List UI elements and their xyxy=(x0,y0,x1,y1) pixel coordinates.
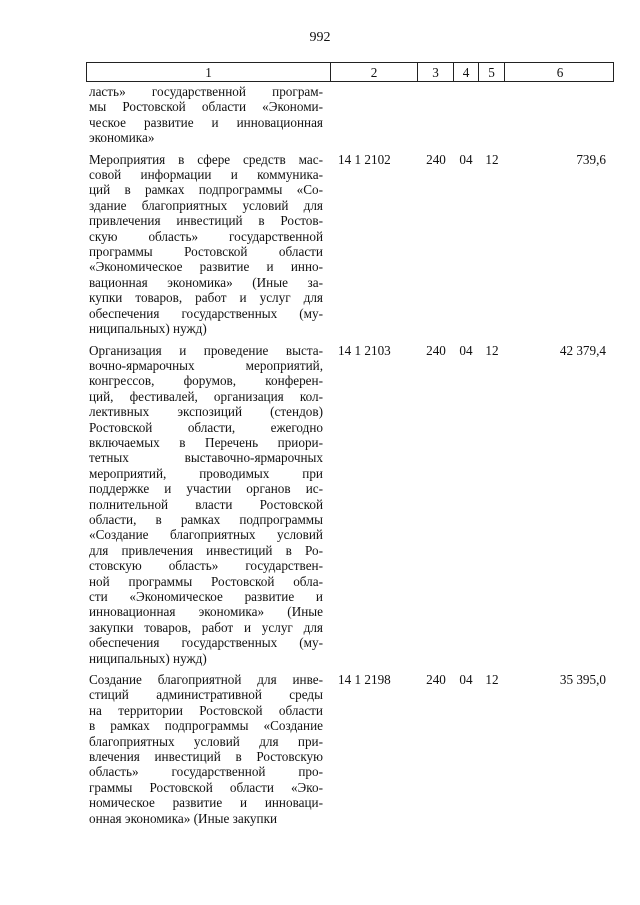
description-line: полнительной власти Ростовской xyxy=(89,496,323,512)
header-col-4: 4 xyxy=(454,63,479,81)
row-code: 14 1 2102 xyxy=(338,151,391,167)
description-line: онная экономика» (Иные закупки xyxy=(89,810,278,826)
description-line: благоприятных условий для при- xyxy=(89,733,323,749)
row-description xyxy=(89,343,323,667)
row-amount: 35 395,0 xyxy=(559,672,606,688)
description-line: влечения инвестиций в Ростовскую xyxy=(89,749,323,765)
description-line: ниципальных) нужд) xyxy=(89,650,207,666)
row-section: 04 xyxy=(459,151,473,167)
description-line: конгрессов, форумов, конферен- xyxy=(89,373,323,389)
description-line: на территории Ростовской области xyxy=(89,702,323,718)
description-line: вочно-ярмарочных мероприятий, xyxy=(89,357,323,373)
description-line: стиций административной среды xyxy=(89,687,323,703)
description-line: стовскую область» государствен- xyxy=(89,558,323,574)
row-section: 04 xyxy=(459,342,473,358)
description-line: области, в рамках подпрограммы xyxy=(89,511,323,527)
row-description xyxy=(89,672,323,826)
description-line: Ростовской области, ежегодно xyxy=(89,419,323,435)
header-col-1: 1 xyxy=(87,63,331,81)
description-line: обеспечения государственных (му- xyxy=(89,635,323,651)
description-line: обеспечения государственных (му- xyxy=(89,305,323,321)
description-line: инновационная экономика» (Иные xyxy=(89,604,323,620)
description-line: номическое развитие и инноваци- xyxy=(89,795,323,811)
row-code: 14 1 2198 xyxy=(338,672,391,688)
row-amount: 739,6 xyxy=(576,151,606,167)
table-header xyxy=(86,62,614,82)
description-line: мероприятий, проводимых при xyxy=(89,465,323,481)
description-line: для привлечения инвестиций в Ро- xyxy=(89,542,323,558)
row-description xyxy=(89,152,323,337)
table-body xyxy=(86,84,614,826)
row-section: 04 xyxy=(459,672,473,688)
description-line: ций, фестивалей, организация кол- xyxy=(89,388,323,404)
description-line: программы Ростовской области xyxy=(89,244,323,260)
description-line: лективных экспозиций (стендов) xyxy=(89,404,323,420)
description-line: ций в рамках подпрограммы «Со- xyxy=(89,182,323,198)
description-line: привлечения инвестиций в Ростов- xyxy=(89,213,323,229)
row-subsection: 12 xyxy=(485,672,499,688)
description-line: закупки товаров, работ и услуг для xyxy=(89,619,323,635)
row-amount: 42 379,4 xyxy=(559,342,606,358)
description-line: купки товаров, работ и услуг для xyxy=(89,290,323,306)
description-line: мы Ростовской области «Экономи- xyxy=(89,99,323,115)
description-line: скую область» государственной xyxy=(89,228,323,244)
row-subsection: 12 xyxy=(485,151,499,167)
description-line: поддержке и участии органов ис- xyxy=(89,481,323,497)
description-line: «Создание благоприятных условий xyxy=(89,527,323,543)
description-line: Организация и проведение выста- xyxy=(89,342,323,358)
description-line: Создание благоприятной для инве- xyxy=(89,672,323,688)
table-row xyxy=(86,672,614,826)
row-expense-type: 240 xyxy=(426,342,446,358)
description-line: «Экономическое развитие и инно- xyxy=(89,259,323,275)
description-line: ласть» государственной програм- xyxy=(89,84,323,99)
row-description xyxy=(89,84,323,146)
header-col-2: 2 xyxy=(331,63,418,81)
header-col-3: 3 xyxy=(418,63,454,81)
page-number: 992 xyxy=(309,30,331,45)
description-line: ной программы Ростовской обла- xyxy=(89,573,323,589)
description-line: включаемых в Перечень приори- xyxy=(89,434,323,450)
description-line: здание благоприятных условий для xyxy=(89,197,323,213)
description-line: ческое развитие и инновационная xyxy=(89,114,323,130)
row-code: 14 1 2103 xyxy=(338,342,391,358)
header-col-5: 5 xyxy=(479,63,505,81)
description-line: сти «Экономическое развитие и xyxy=(89,589,323,604)
description-line: в рамках подпрограммы «Создание xyxy=(89,718,323,734)
description-line: ниципальных) нужд) xyxy=(89,321,207,337)
row-expense-type: 240 xyxy=(426,151,446,167)
header-col-6: 6 xyxy=(556,65,564,80)
description-line: вационная экономика» (Иные за- xyxy=(89,274,323,290)
description-line: Мероприятия в сфере средств мас- xyxy=(89,151,323,167)
table-row xyxy=(86,152,614,337)
description-line: область» государственной про- xyxy=(89,764,323,780)
row-expense-type: 240 xyxy=(426,672,446,688)
description-line: экономика» xyxy=(89,130,155,146)
description-line: тетных выставочно-ярмарочных xyxy=(89,450,323,466)
table-row xyxy=(86,84,614,146)
description-line: совой информации и коммуника- xyxy=(89,167,323,183)
row-subsection: 12 xyxy=(485,342,499,358)
table-row xyxy=(86,343,614,667)
description-line: граммы Ростовской области «Эко- xyxy=(89,779,323,795)
